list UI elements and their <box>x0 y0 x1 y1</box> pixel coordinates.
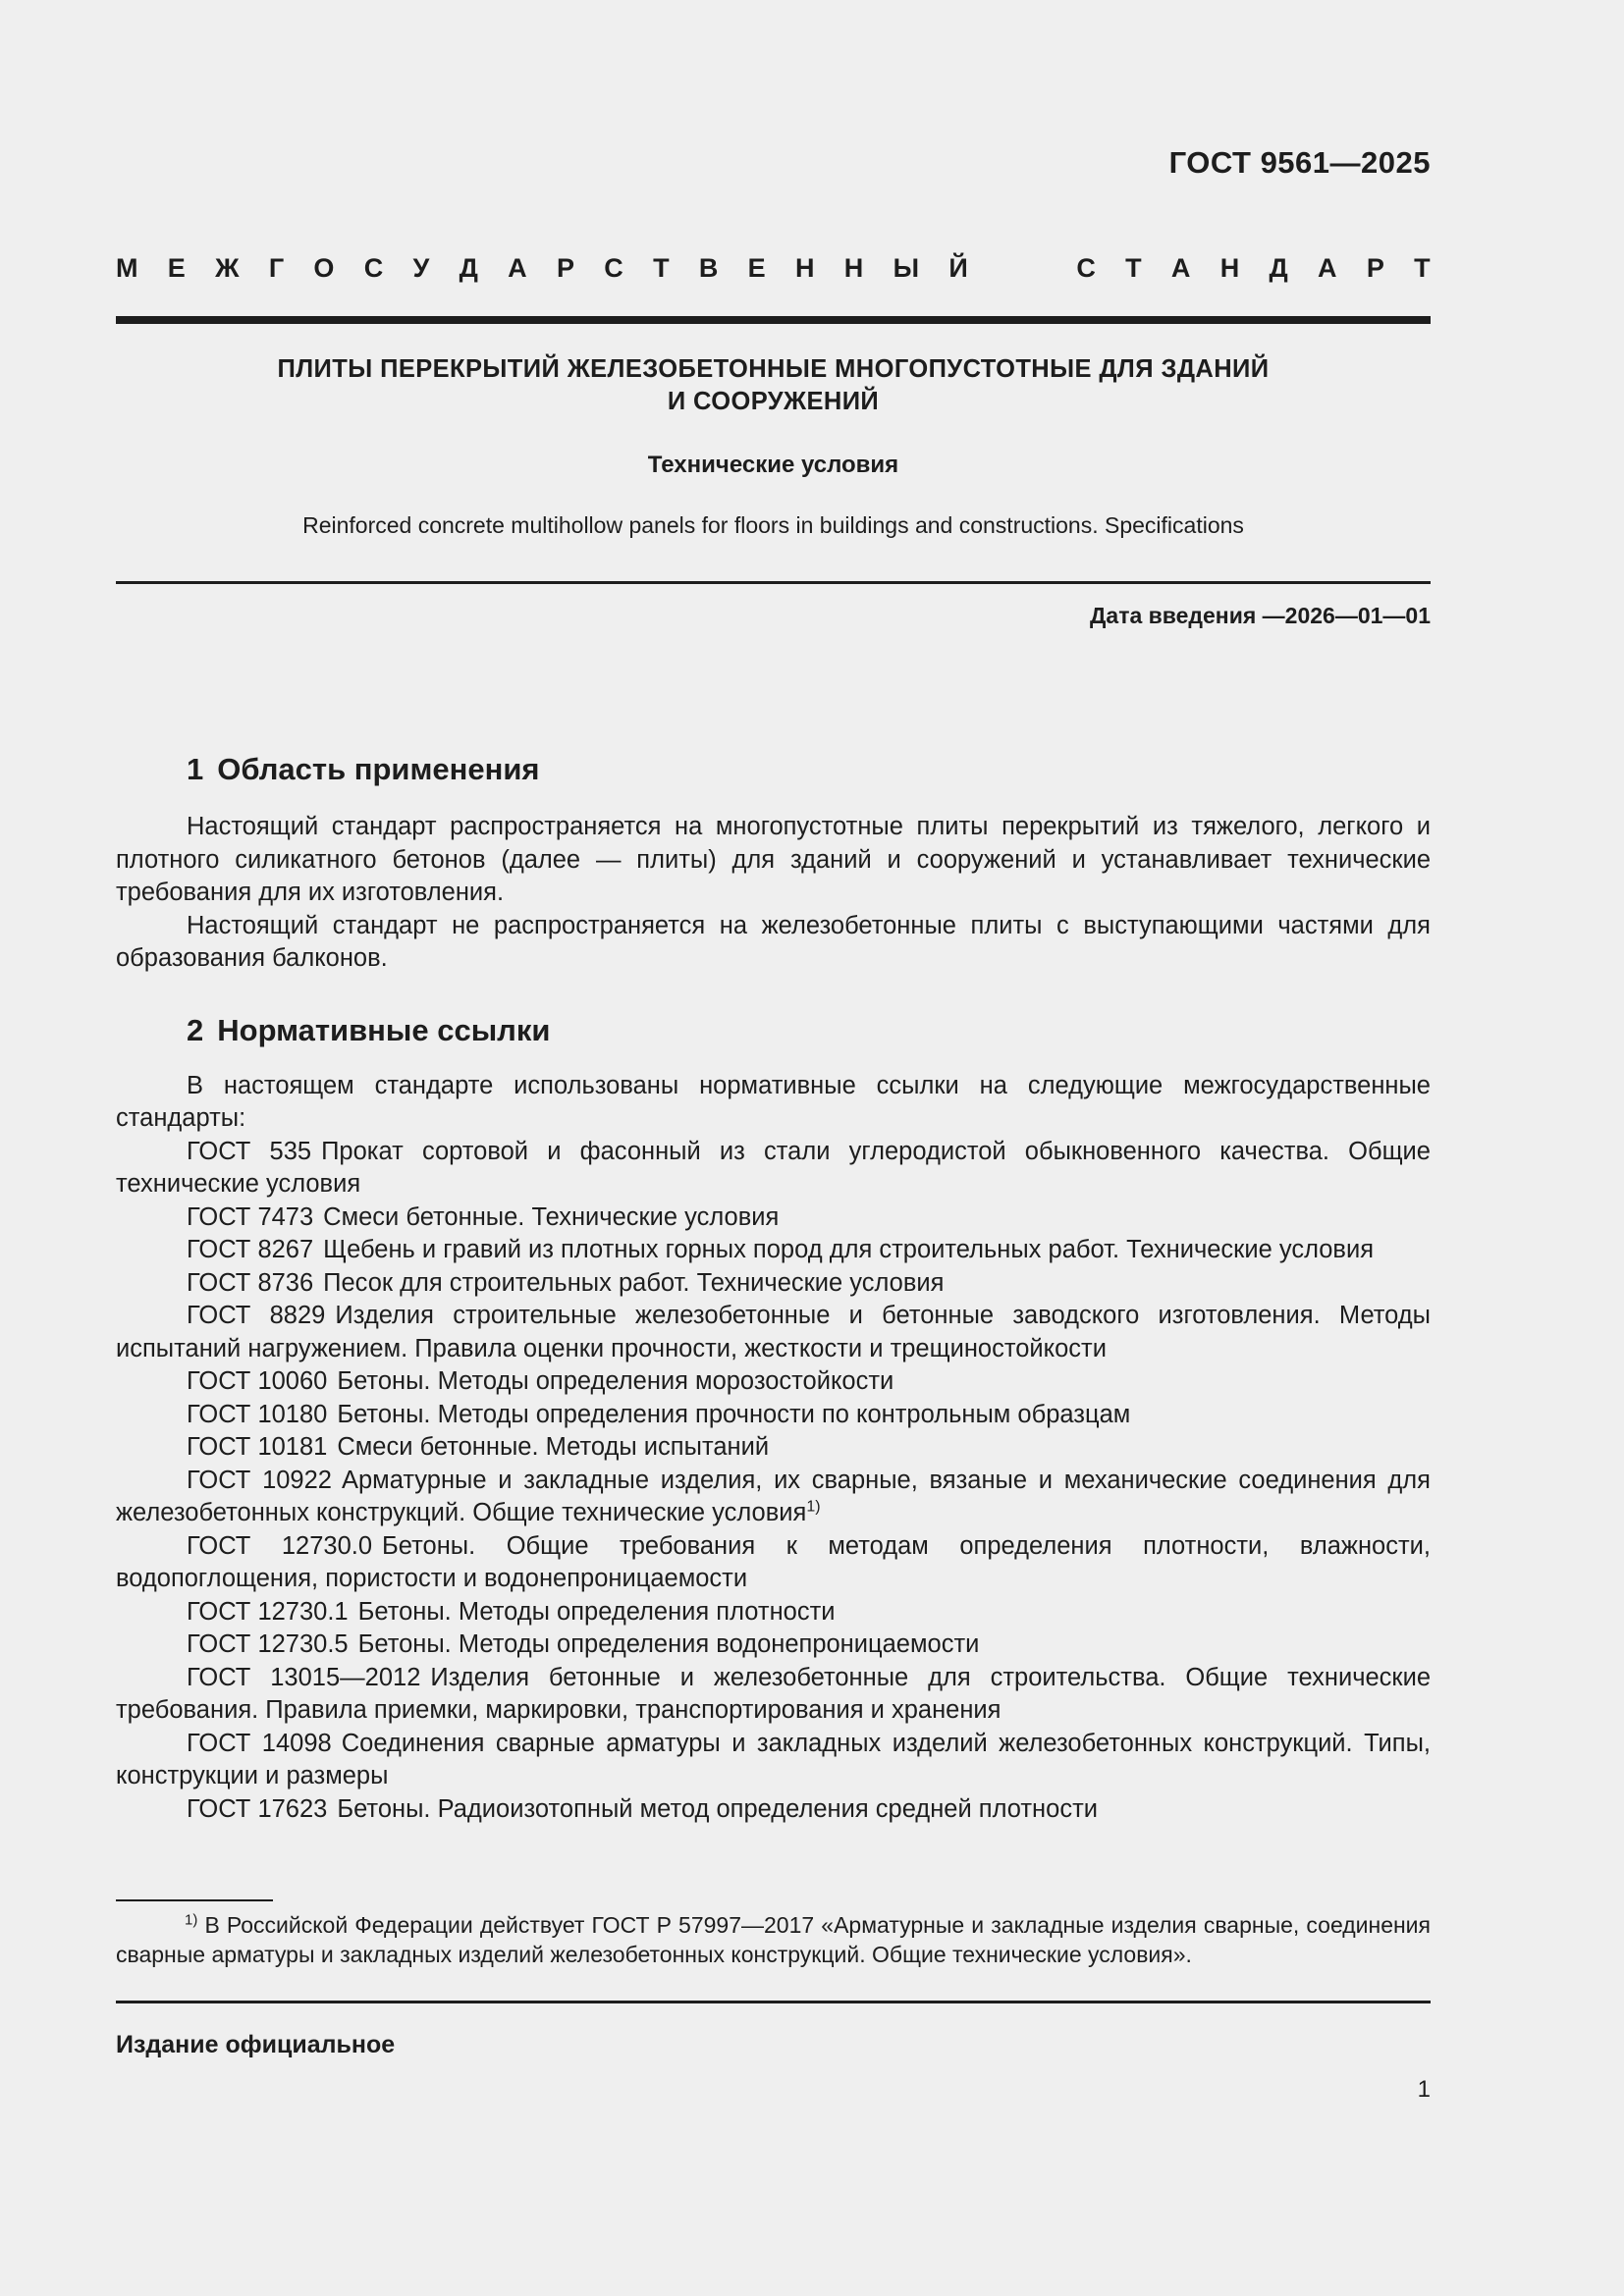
series-letter: О <box>313 253 335 283</box>
reference-item <box>116 1530 1431 1596</box>
series-letter: У <box>412 253 430 283</box>
page-number: 1 <box>1417 2076 1431 2103</box>
title-line-2: И СООРУЖЕНИЙ <box>667 388 880 415</box>
series-letter: С <box>363 253 384 283</box>
reference-title: Смеси бетонные. Технические условия <box>323 1202 780 1231</box>
reference-item <box>116 1201 1431 1235</box>
reference-code: ГОСТ 13015—2012 <box>187 1663 421 1691</box>
reference-code: ГОСТ 8736 <box>187 1268 314 1297</box>
series-letter: М <box>116 253 138 283</box>
series-letter: Д <box>459 253 478 283</box>
document-body <box>116 746 1431 1826</box>
references-intro: В настоящем стандарте использованы нормативные ссылки на следующие межгосударственные стандарты: <box>116 1071 1431 1132</box>
document-subtitle: Технические условия <box>647 452 899 478</box>
reference-code: ГОСТ 12730.0 <box>187 1531 373 1560</box>
reference-item <box>116 1267 1431 1301</box>
reference-title: Бетоны. Методы определения плотности <box>357 1597 836 1626</box>
footnote-reference: 1) <box>806 1498 821 1516</box>
series-letter: Г <box>268 253 285 283</box>
series-letter: Й <box>948 253 968 283</box>
series-letter: Т <box>653 253 670 283</box>
reference-title: Изделия бетонные и железобетонные для строительства. Общие технические требования. Правила приемки, маркировки, транспортирования и хранения <box>116 1663 1431 1724</box>
series-letter: Р <box>556 253 574 283</box>
introduction-date: Дата введения —2026—01—01 <box>1090 603 1431 628</box>
series-letter: Т <box>1414 253 1431 283</box>
reference-title: Бетоны. Методы определения морозостойкости <box>337 1367 894 1395</box>
standard-series-line <box>116 253 1431 284</box>
reference-item <box>116 1728 1431 1793</box>
footnote-marker: 1) <box>185 1911 198 1929</box>
reference-code: ГОСТ 10180 <box>187 1400 328 1428</box>
reference-code: ГОСТ 10060 <box>187 1367 328 1395</box>
reference-title: Бетоны. Общие требования к методам определения плотности, влажности, водопоглощения, пористости и водонепроницаемости <box>116 1531 1431 1592</box>
series-letter: В <box>698 253 719 283</box>
reference-code: ГОСТ 14098 <box>187 1729 332 1757</box>
reference-title: Соединения сварные арматуры и закладных изделий железобетонных конструкций. Типы, конструкции и размеры <box>116 1729 1432 1789</box>
series-letter: Ы <box>893 253 920 283</box>
reference-code: ГОСТ 535 <box>187 1137 312 1165</box>
reference-code: ГОСТ 12730.1 <box>187 1597 349 1626</box>
footnote <box>116 1910 1431 1969</box>
reference-title: Смеси бетонные. Методы испытаний <box>337 1433 770 1461</box>
section-heading-scope: 1 Область применения <box>187 752 540 786</box>
footnote-divider <box>116 1899 273 1901</box>
title-divider <box>116 581 1431 584</box>
reference-item <box>116 1629 1431 1662</box>
reference-item <box>116 1596 1431 1629</box>
references-list <box>116 1136 1431 1827</box>
reference-title: Бетоны. Методы определения водонепроницаемости <box>357 1630 980 1658</box>
reference-title: Щебень и гравий из плотных горных пород для строительных работ. Технические условия <box>323 1236 1375 1263</box>
series-letter: Н <box>1219 253 1240 283</box>
reference-item <box>116 1365 1431 1399</box>
footnote-text: В Российской Федерации действует ГОСТ Р 57997—2017 «Арматурные и закладные изделия сварные, соединения сварные арматуры и закладных изделий железобетонных конструкций. Общие технические условия». <box>116 1912 1431 1967</box>
reference-title: Бетоны. Методы определения прочности по контрольным образцам <box>337 1400 1131 1428</box>
official-edition-label: Издание официальное <box>116 2031 396 2058</box>
reference-code: ГОСТ 12730.5 <box>187 1630 349 1658</box>
series-letter: С <box>604 253 623 283</box>
reference-title: Арматурные и закладные изделия, их сварные, вязаные и механические соединения для железобетонных конструкций. Общие технические условия <box>116 1466 1431 1526</box>
document-number: ГОСТ 9561—2025 <box>1168 145 1431 180</box>
reference-title: Изделия строительные железобетонные и бетонные заводского изготовления. Методы испытаний нагружением. Правила оценки прочности, жесткости и трещиностойкости <box>116 1302 1432 1362</box>
series-letter: А <box>1170 253 1191 283</box>
document-page <box>116 0 1431 2296</box>
series-letter: Е <box>167 253 186 283</box>
document-title <box>116 353 1431 418</box>
reference-title: Бетоны. Радиоизотопный метод определения средней плотности <box>337 1794 1098 1823</box>
series-letter: Р <box>1366 253 1384 283</box>
reference-item <box>116 1234 1431 1267</box>
reference-title: Прокат сортовой и фасонный из стали углеродистой обыкновенного качества. Общие технические условия <box>116 1137 1431 1198</box>
series-letter: А <box>1318 253 1337 283</box>
footer-divider <box>116 2001 1431 2003</box>
series-letter: Н <box>794 253 815 283</box>
series-letter: Е <box>747 253 766 283</box>
reference-item <box>116 1662 1431 1728</box>
scope-paragraph-1: Настоящий стандарт распространяется на многопустотные плиты перекрытий из тяжелого, легкого и плотного силикатного бетонов (далее — плиты) для зданий и сооружений и устанавливает технические требования для их изготовления. <box>116 813 1431 906</box>
reference-code: ГОСТ 8829 <box>187 1302 326 1329</box>
section-heading-references: 2 Нормативные ссылки <box>187 1012 551 1047</box>
reference-code: ГОСТ 8267 <box>187 1236 314 1263</box>
series-letter: Д <box>1269 253 1288 283</box>
series-letter: С <box>1076 253 1096 283</box>
scope-paragraph-2: Настоящий стандарт не распространяется на железобетонные плиты с выступающими частями для образования балконов. <box>116 911 1431 972</box>
reference-item <box>116 1136 1431 1201</box>
english-title: Reinforced concrete multihollow panels for floors in buildings and constructions. Specifications <box>302 512 1244 538</box>
reference-item <box>116 1399 1431 1432</box>
title-line-1: ПЛИТЫ ПЕРЕКРЫТИЙ ЖЕЛЕЗОБЕТОННЫЕ МНОГОПУСТОТНЫЕ ДЛЯ ЗДАНИЙ <box>277 355 1270 383</box>
header-divider <box>116 316 1431 324</box>
series-letter: А <box>508 253 527 283</box>
reference-title: Песок для строительных работ. Технические условия <box>323 1268 945 1297</box>
reference-code: ГОСТ 10922 <box>187 1466 332 1494</box>
reference-item <box>116 1465 1431 1530</box>
series-letter: Н <box>843 253 864 283</box>
reference-item <box>116 1793 1431 1827</box>
reference-code: ГОСТ 17623 <box>187 1794 328 1823</box>
series-letter: Ж <box>215 253 240 283</box>
series-word-gap <box>998 253 1047 284</box>
series-letter: Т <box>1125 253 1142 283</box>
reference-code: ГОСТ 7473 <box>187 1202 314 1231</box>
reference-code: ГОСТ 10181 <box>187 1433 328 1461</box>
reference-item <box>116 1431 1431 1465</box>
reference-item <box>116 1300 1431 1365</box>
